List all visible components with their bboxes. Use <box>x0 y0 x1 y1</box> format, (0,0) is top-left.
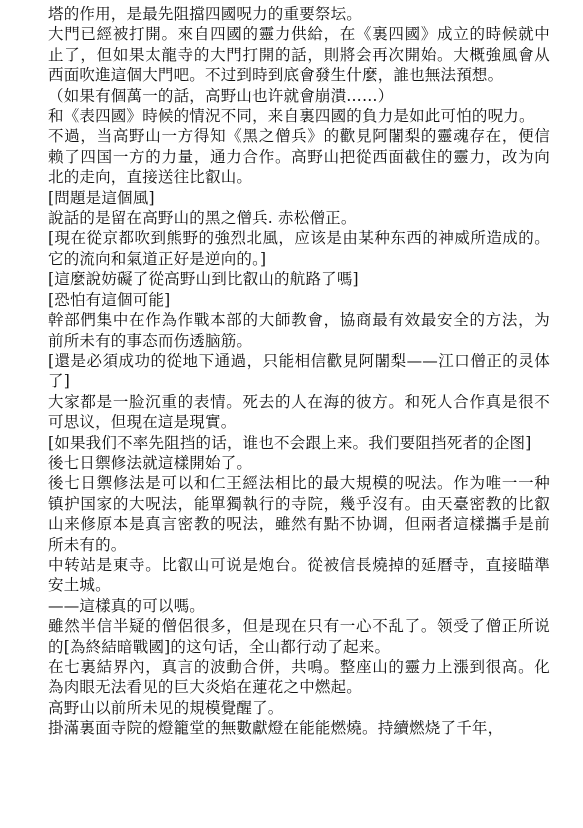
paragraph-6: [問題是這個風] <box>48 188 155 207</box>
paragraph-21: 高野山以前所未见的規模覺醒了。 <box>48 698 284 717</box>
paragraph-11: 幹部們集中在作為作戰本部的大師教會，協商最有效最安全的方法，为前所未有的事态而伤透脑筋。 <box>48 311 550 350</box>
paragraph-13: 大家都是一脸沉重的表情。死去的人在海的彼方。和死人合作真是很不可思议，但現在這是現實。 <box>48 392 550 432</box>
paragraph-22: 掛滿裏面寺院的燈籠堂的無數獻燈在能能燃燒。持續燃烧了千年， <box>48 719 504 738</box>
paragraph-16: 後七日禦修法是可以和仁王經法相比的最大規模的呪法。作为唯一一种镇护国家的大呪法，能單獨執行的寺院，幾乎沒有。由天臺密教的比叡山来修原本是真言密教的呪法，雖然有點不协调，但兩者這樣攜手是前所未有的。 <box>48 474 550 554</box>
paragraph-2: 大門已經被打開。來自四國的靈力供給，在《裏四國》成立的時候就中止了，但如果太龍寺的大門打開的話，則將会再次開始。大概強風會从西面吹進這個大門吧。不过到時到底會發生什麼，誰也無法預想。 <box>48 25 550 85</box>
paragraph-19: 雖然半信半疑的僧侶很多，但是现在只有一心不乱了。领受了僧正所说的[為終結暗戰國]的这句话，全山都行动了起来。 <box>48 617 550 656</box>
paragraph-9: [這麼說妨礙了從高野山到比叡山的航路了嗎] <box>48 270 359 289</box>
paragraph-20: 在七裏結界內，真言的波動合併，共鳴。整座山的靈力上漲到很高。化為肉眼无法看见的巨大炎焰在蓮花之中燃起。 <box>48 658 550 697</box>
paragraph-1: 塔的作用，是最先阻擋四國呪力的重要祭坛。 <box>48 5 363 23</box>
paragraph-10: [恐怕有這個可能] <box>48 290 171 309</box>
paragraph-18: ——這樣真的可以嗎。 <box>48 596 206 615</box>
paragraph-4: 和《表四國》時候的情況不同，来自裏四國的負力是如此可怕的呪力。 <box>48 107 535 126</box>
paragraph-17: 中转站是東寺。比叡山可说是炮台。從被信長燒掉的延曆寺，直接瞄準安土城。 <box>48 555 550 595</box>
paragraph-5: 不過，当高野山一方得知《黑之僧兵》的歡見阿闍梨的靈魂存在，便信赖了四国一方的力量，通力合作。高野山把從西面截住的靈力，改为向北的走向，直接送往比叡山。 <box>48 127 550 187</box>
paragraph-14: [如果我们不率先阻挡的话，谁也不会跟上来。我们要阻挡死者的企图] <box>48 433 532 452</box>
paragraph-12: [還是必須成功的從地下通過，只能相信歡見阿闍梨——江口僧正的灵体了] <box>48 351 550 391</box>
paragraph-15: 後七日禦修法就這樣開始了。 <box>48 453 253 472</box>
paragraph-3: （如果有個萬一的話，高野山也许就會崩潰……） <box>48 86 394 105</box>
paragraph-7: 說話的是留在高野山的黑之僧兵. 赤松僧正。 <box>48 209 357 228</box>
document-page <box>48 4 550 739</box>
paragraph-8: [現在從京都吹到熊野的強烈北風，应该是由某种东西的神威所造成的。它的流向和氣道正好是逆向的。] <box>48 229 550 268</box>
